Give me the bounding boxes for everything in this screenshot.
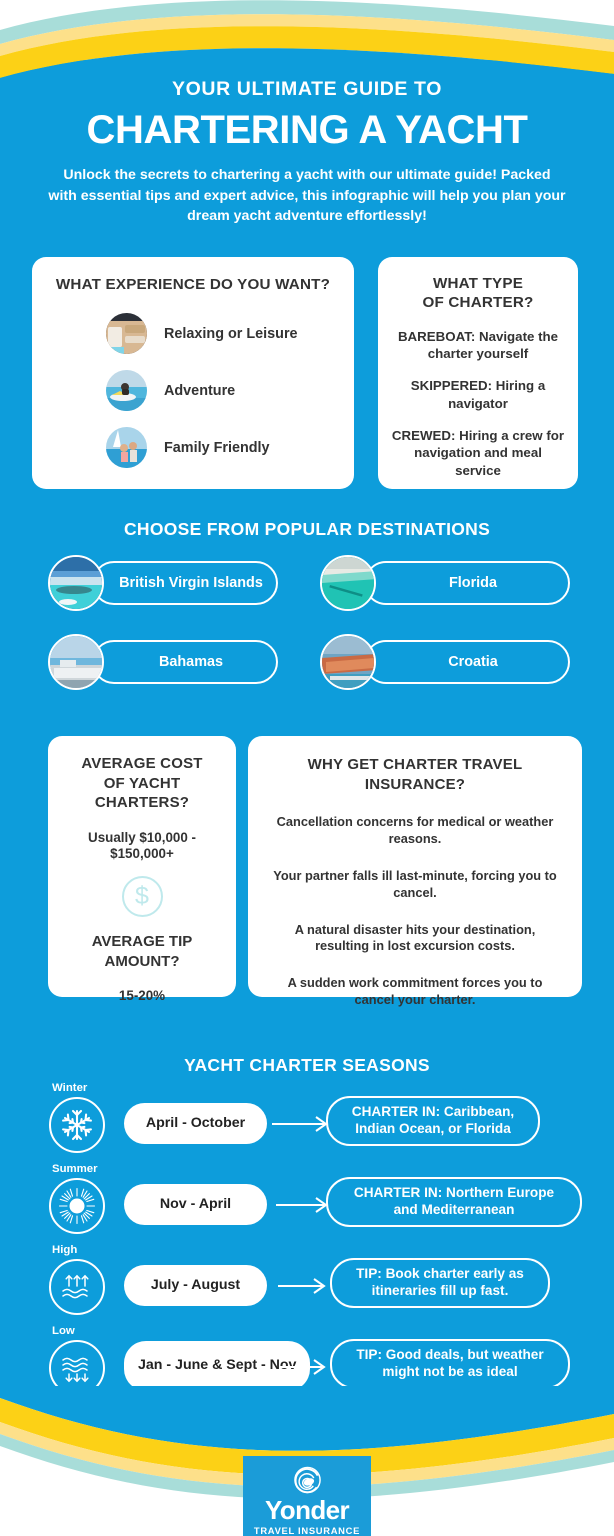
season-result-text: TIP: Book charter early as itineraries fill up fast.	[356, 1266, 524, 1298]
destination-bahamas[interactable]	[48, 634, 278, 690]
season-result-text: TIP: Good deals, but weather might not be as ideal	[356, 1347, 544, 1379]
season-result-text: CHARTER IN: Northern Europe and Mediterranean	[353, 1185, 555, 1217]
dollar-sign-icon: $	[122, 876, 163, 917]
destinations-heading: CHOOSE FROM POPULAR DESTINATIONS	[123, 519, 491, 539]
charter-type-title-line1: WHAT TYPE	[432, 275, 524, 292]
seasons-list	[0, 1078, 614, 1402]
tip-title-line1: AVERAGE TIP	[91, 933, 193, 950]
destination-florida[interactable]	[320, 555, 570, 611]
cost-title-line2: OF YACHT	[103, 774, 181, 792]
destination-label: Croatia	[448, 654, 498, 670]
cost-title-line3: CHARTERS?	[94, 794, 190, 811]
charter-type-item: CREWED: Hiring a crew for navigation and meal service	[391, 428, 565, 478]
season-label: High	[52, 1244, 78, 1256]
destination-label: Florida	[449, 575, 497, 591]
list-item	[48, 362, 338, 419]
cost-value: Usually $10,000 - $150,000+	[88, 829, 196, 862]
seasons-heading: YACHT CHARTER SEASONS	[184, 1055, 430, 1075]
insurance-reason: Your partner falls ill last-minute, forcing you to cancel.	[273, 867, 557, 900]
charter-type-title-line2: OF CHARTER?	[422, 294, 534, 312]
experience-list	[48, 305, 338, 476]
yonder-logo[interactable]	[243, 1456, 371, 1536]
charter-type-item: SKIPPERED: Hiring a navigator	[410, 378, 546, 411]
destination-pill[interactable]	[92, 640, 278, 684]
season-result-pill[interactable]	[326, 1177, 582, 1227]
bahamas-marina-photo	[48, 634, 104, 690]
cost-title-line1: AVERAGE COST	[81, 755, 203, 772]
header-kicker: YOUR ULTIMATE GUIDE TO	[172, 78, 442, 100]
yonder-swirl-logo-icon	[292, 1465, 323, 1495]
charter-type-item: BAREBOAT: Navigate the charter yourself	[397, 328, 559, 362]
season-period-pill[interactable]	[124, 1103, 267, 1144]
experience-card-title: WHAT EXPERIENCE DO YOU WANT?	[55, 276, 331, 293]
experience-item-label: Family Friendly	[164, 439, 270, 456]
insurance-reason: A natural disaster hits your destination, resulting in lost excursion costs.	[294, 921, 536, 954]
arrow-right-icon	[278, 1276, 338, 1296]
season-period-pill[interactable]	[124, 1184, 267, 1225]
logo-tagline: TRAVEL INSURANCE	[253, 1525, 361, 1536]
destination-pill[interactable]	[364, 561, 570, 605]
destination-pill[interactable]	[92, 561, 278, 605]
insurance-card	[248, 736, 582, 1008]
destinations-grid	[0, 555, 614, 710]
insurance-reason: A sudden work commitment forces you to cancel your charter.	[287, 975, 543, 1008]
season-period-pill[interactable]	[124, 1265, 267, 1306]
header-subtitle: Unlock the secrets to chartering a yacht with our ultimate guide! Packed with essential tips and expert advice, this infographic will help you plan your dream yacht adventure effortlessly!	[48, 167, 566, 225]
yacht-deck-lounge-photo	[106, 313, 147, 354]
florida-coast-aerial-photo	[320, 555, 376, 611]
experience-item-label: Adventure	[164, 382, 236, 399]
destination-bvi[interactable]	[48, 555, 278, 611]
season-row-winter	[0, 1078, 614, 1159]
jet-ski-adventure-photo	[106, 370, 147, 411]
turquoise-bay-boat-photo	[48, 555, 104, 611]
experience-item-label: Relaxing or Leisure	[164, 325, 298, 342]
season-result-pill[interactable]	[330, 1339, 570, 1389]
season-result-pill[interactable]	[326, 1096, 540, 1146]
season-period: April - October	[145, 1114, 246, 1131]
insurance-card-title	[270, 755, 560, 794]
family-on-boat-photo	[106, 427, 147, 468]
charter-type-card	[378, 257, 578, 489]
list-item	[48, 305, 338, 362]
destination-croatia[interactable]	[320, 634, 570, 690]
sun-icon	[49, 1178, 105, 1234]
average-cost-card	[48, 736, 236, 1003]
season-result-pill[interactable]	[330, 1258, 550, 1308]
destination-label: British Virgin Islands	[119, 575, 263, 591]
season-label: Low	[52, 1325, 75, 1337]
season-period: Nov - April	[159, 1195, 232, 1212]
season-row-high	[0, 1240, 614, 1321]
tip-title-line2: AMOUNT?	[104, 952, 180, 970]
insurance-reason: Cancellation concerns for medical or weather reasons.	[276, 814, 554, 846]
insurance-title-line2: INSURANCE?	[364, 775, 466, 793]
high-season-waves-up-icon	[49, 1259, 105, 1315]
croatia-dubrovnik-harbor-photo	[320, 634, 376, 690]
arrow-right-icon	[272, 1114, 332, 1134]
season-period: July - August	[150, 1276, 241, 1293]
charter-type-card-title	[390, 274, 566, 313]
header	[0, 78, 614, 227]
experience-card	[32, 257, 354, 489]
page-title: CHARTERING A YACHT	[86, 108, 528, 152]
insurance-title-line1: WHY GET CHARTER TRAVEL	[307, 756, 523, 773]
season-row-summer	[0, 1159, 614, 1240]
season-period: Jan - June & Sept - Nov	[138, 1357, 297, 1374]
tip-title	[60, 932, 224, 971]
cost-card-title	[60, 754, 224, 813]
season-label: Winter	[52, 1082, 88, 1094]
list-item	[48, 419, 338, 476]
season-label: Summer	[52, 1163, 98, 1175]
tip-value: 15-20%	[118, 988, 166, 1003]
snowflake-icon	[49, 1097, 105, 1153]
logo-wordmark: Yonder	[264, 1495, 350, 1525]
destination-pill[interactable]	[364, 640, 570, 684]
destination-label: Bahamas	[159, 654, 223, 670]
season-result-text: CHARTER IN: Caribbean, Indian Ocean, or Florida	[351, 1104, 515, 1136]
